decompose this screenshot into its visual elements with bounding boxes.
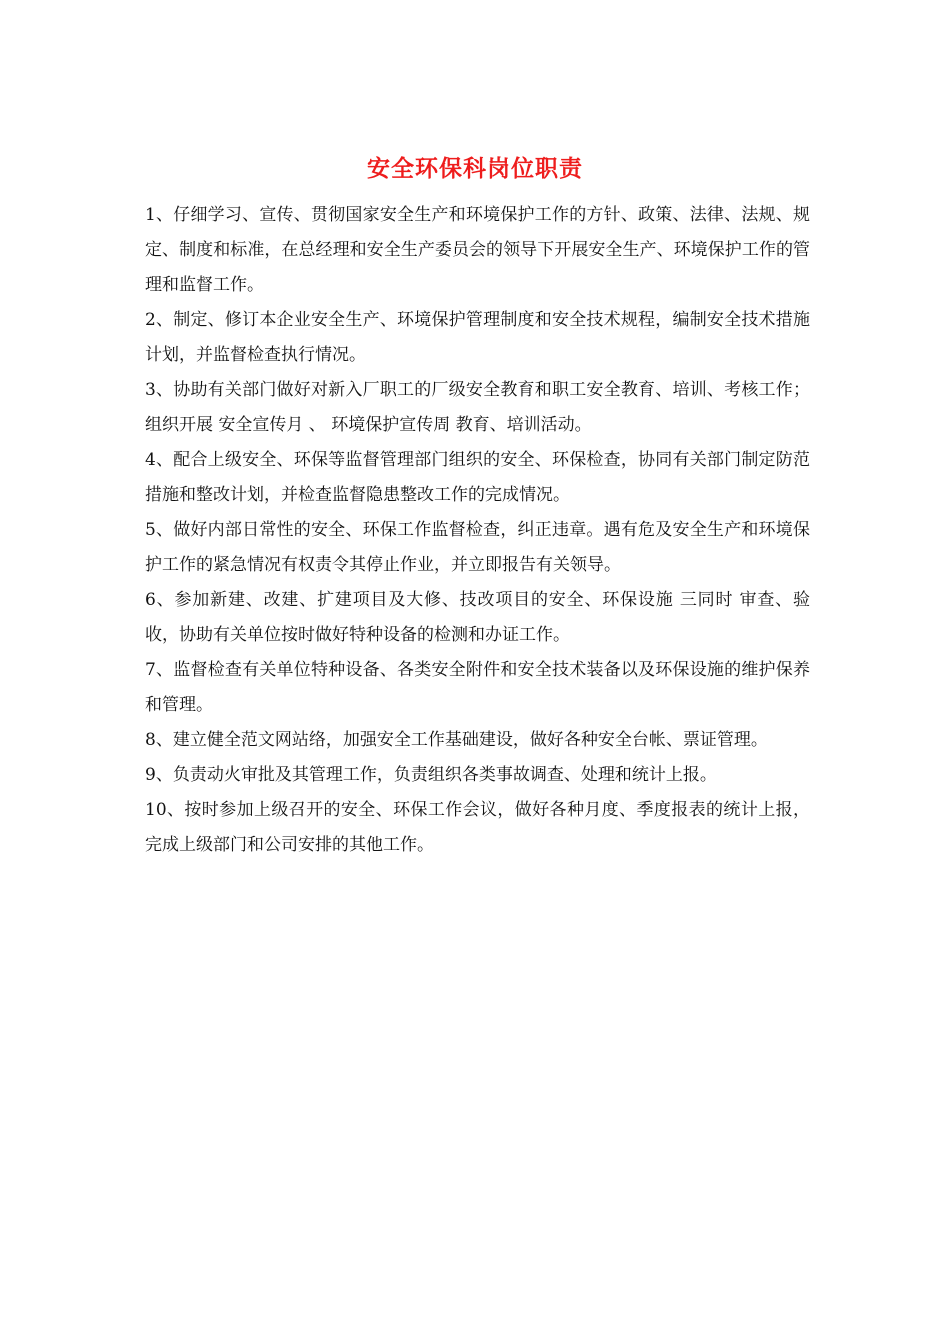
duty-item-3: 3、协助有关部门做好对新入厂职工的厂级安全教育和职工安全教育、培训、考核工作；组织开展 安全宣传月 、 环境保护宣传周 教育、培训活动。 [145, 380, 810, 435]
duty-item-6: 6、参加新建、改建、扩建项目及大修、技改项目的安全、环保设施 三同时 审查、验收，协助有关单位按时做好特种设备的检测和办证工作。 [145, 590, 810, 645]
duty-item-1: 1、仔细学习、宣传、贯彻国家安全生产和环境保护工作的方针、政策、法律、法规、规定、制度和标准，在总经理和安全生产委员会的领导下开展安全生产、环境保护工作的管理和监督工作。 [145, 205, 810, 295]
duty-item-8: 8、建立健全范文网站络，加强安全工作基础建设，做好各种安全台帐、票证管理。 [145, 730, 768, 750]
duty-item-9: 9、负责动火审批及其管理工作，负责组织各类事故调查、处理和统计上报。 [145, 765, 717, 785]
duty-item-10: 10、按时参加上级召开的安全、环保工作会议，做好各种月度、季度报表的统计上报，完成上级部门和公司安排的其他工作。 [145, 800, 810, 855]
duty-item-5: 5、做好内部日常性的安全、环保工作监督检查，纠正违章。遇有危及安全生产和环境保护工作的紧急情况有权责令其停止作业，并立即报告有关领导。 [145, 520, 810, 575]
duty-item-4: 4、配合上级安全、环保等监督管理部门组织的安全、环保检查，协同有关部门制定防范措施和整改计划，并检查监督隐患整改工作的完成情况。 [145, 450, 810, 505]
document-title: 安全环保科岗位职责 [367, 155, 583, 182]
duty-item-7: 7、监督检查有关单位特种设备、各类安全附件和安全技术装备以及环保设施的维护保养和管理。 [145, 660, 810, 715]
duty-item-2: 2、制定、修订本企业安全生产、环境保护管理制度和安全技术规程，编制安全技术措施计划，并监督检查执行情况。 [145, 310, 810, 365]
document-body [145, 198, 810, 863]
